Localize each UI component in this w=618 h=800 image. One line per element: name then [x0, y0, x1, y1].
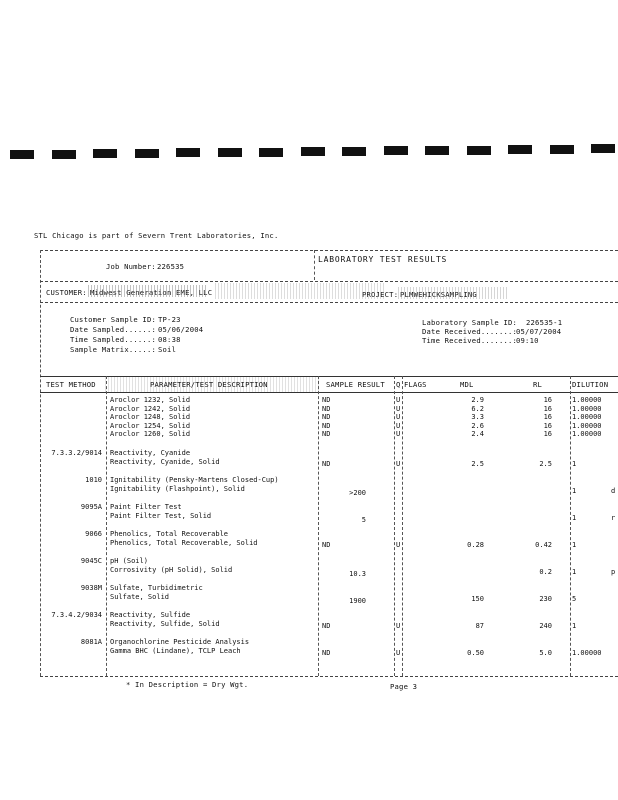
dilution-cell: 1.00000 [572, 430, 602, 439]
header-rl: RL [533, 380, 543, 389]
mdl-cell: 2.5 [471, 459, 484, 468]
customer-sample-id: TP-23 [158, 315, 181, 324]
parameter-cell: Sulfate, Turbidimetric [110, 584, 203, 592]
truncated-cell: d [611, 486, 616, 495]
truncated-cell: p [611, 567, 616, 576]
test-method-cell: 8081A [80, 638, 102, 646]
report-top-rule [40, 250, 618, 251]
header-mdl: MDL [460, 380, 474, 389]
q-cell: U [396, 421, 401, 430]
test-method-cell: 9066 [85, 530, 102, 538]
rl-cell: 230 [539, 594, 552, 603]
dilution-cell: 1 [572, 621, 577, 630]
table-bottom-rule [40, 676, 618, 677]
sample-result-cell: 5 [361, 515, 366, 524]
rl-cell: 16 [543, 404, 552, 413]
mdl-cell: 0.50 [467, 648, 484, 657]
dilution-cell: 5 [572, 594, 577, 603]
redaction-dash [52, 150, 76, 159]
dilution-cell: 1 [572, 486, 577, 495]
redaction-dash [425, 146, 449, 155]
parameter-cell: Aroclor 1248, Solid [110, 413, 191, 422]
q-cell: U [396, 430, 401, 439]
mdl-cell: 6.2 [471, 404, 484, 413]
q-cell: U [396, 404, 401, 413]
dry-weight-note: * In Description = Dry Wgt. [126, 680, 249, 689]
dilution-cell: 1 [572, 513, 577, 522]
sample-result-cell: ND [322, 621, 331, 630]
title-divider [314, 250, 315, 280]
test-method-cell: 1010 [85, 476, 102, 484]
mdl-cell: 150 [471, 594, 484, 603]
time-sampled-label: Time Sampled......: [70, 335, 157, 344]
dilution-cell: 1.00000 [572, 648, 602, 657]
header-parameter: PARAMETER/TEST DESCRIPTION [150, 380, 268, 389]
test-method-cell: 9045C [80, 557, 102, 565]
header-q: Q [396, 380, 401, 389]
parameter-cell: Phenolics, Total Recoverable, Solid [110, 538, 258, 547]
parameter-cell: Reactivity, Sulfide [110, 611, 191, 619]
scan-smudge [88, 285, 208, 297]
mdl-cell: 2.9 [471, 396, 484, 404]
q-cell: U [396, 621, 401, 630]
parameter-cell: Paint Filter Test [110, 503, 182, 511]
redaction-dash [591, 144, 615, 153]
customer-name: Midwest Generation EME, LLC [90, 288, 213, 297]
q-cell: U [396, 540, 401, 549]
header-flags: FLAGS [404, 380, 427, 389]
column-divider [318, 376, 319, 676]
sample-matrix: Soil [158, 345, 177, 354]
q-cell: U [396, 648, 401, 657]
redaction-dash [467, 146, 491, 155]
header-dilution: DILUTION [572, 380, 609, 389]
column-divider [402, 376, 403, 676]
dilution-cell: 1.00000 [572, 413, 602, 422]
q-cell: U [396, 396, 401, 404]
page-number: Page 3 [390, 682, 418, 691]
mdl-cell: 2.4 [471, 430, 484, 439]
date-received-label: Date Received.......: [422, 327, 518, 336]
rl-cell: 2.5 [539, 459, 552, 468]
sample-result-cell: ND [322, 430, 331, 439]
parameter-cell: Reactivity, Cyanide [110, 449, 191, 457]
project-label: PROJECT: [362, 290, 399, 299]
customer-sample-id-label: Customer Sample ID: [70, 315, 157, 324]
parameter-cell: Phenolics, Total Recoverable [110, 530, 229, 538]
parameter-cell: Aroclor 1254, Solid [110, 421, 191, 430]
truncated-cell: r [611, 513, 616, 522]
sample-result-cell: 10.3 [349, 569, 366, 578]
rl-cell: 0.42 [535, 540, 552, 549]
time-received: 09:10 [516, 336, 539, 345]
parameter-cell: Reactivity, Sulfide, Solid [110, 619, 220, 628]
test-method-cell: 7.3.3.2/9014 [51, 449, 102, 457]
redaction-dash [384, 146, 408, 155]
dilution-cell: 1.00000 [572, 404, 602, 413]
rl-cell: 240 [539, 621, 552, 630]
parameter-cell: Paint Filter Test, Solid [110, 511, 212, 520]
rl-cell: 5.0 [539, 648, 552, 657]
sample-result-cell: ND [322, 540, 331, 549]
mdl-cell: 0.28 [467, 540, 484, 549]
sample-result-cell: ND [322, 404, 331, 413]
rl-cell: 16 [543, 421, 552, 430]
job-number-label: Job Number: [106, 262, 156, 271]
redaction-dash [550, 145, 574, 154]
column-divider [570, 376, 571, 676]
lab-affiliation-note: STL Chicago is part of Severn Trent Laboratories, Inc. [34, 231, 279, 240]
redaction-dash [93, 149, 117, 158]
customer-label: CUSTOMER: [46, 288, 87, 297]
redaction-dash [10, 150, 34, 159]
header-test-method: TEST METHOD [46, 380, 96, 389]
rl-cell: 16 [543, 396, 552, 404]
dilution-cell: 1 [572, 459, 577, 468]
lab-sample-id: 226535-1 [526, 318, 563, 327]
redaction-dash [176, 148, 200, 157]
parameter-cell: Sulfate, Solid [110, 592, 170, 601]
date-sampled-label: Date Sampled......: [70, 325, 157, 334]
sample-result-cell: ND [322, 648, 331, 657]
column-divider [394, 376, 395, 676]
dilution-cell: 1.00000 [572, 396, 602, 404]
job-number: 226535 [157, 262, 185, 271]
parameter-cell: Aroclor 1232, Solid [110, 396, 191, 404]
report-title: LABORATORY TEST RESULTS [318, 255, 448, 264]
column-divider [106, 376, 107, 676]
parameter-cell: Aroclor 1242, Solid [110, 404, 191, 413]
time-received-label: Time Received.......: [422, 336, 518, 345]
parameter-cell: Aroclor 1260, Solid [110, 430, 191, 439]
header-sample-result: SAMPLE RESULT [326, 380, 385, 389]
test-method-cell: 9095A [80, 503, 102, 511]
sample-result-cell: ND [322, 459, 331, 468]
parameter-cell: Ignitability (Pensky-Martens Closed-Cup) [110, 476, 279, 484]
redaction-dash [342, 147, 366, 156]
dilution-cell: 1.00000 [572, 421, 602, 430]
redaction-dash [135, 149, 159, 158]
redaction-dash [259, 148, 283, 157]
parameter-cell: Organochlorine Pesticide Analysis [110, 638, 250, 646]
customer-bottom-rule [40, 302, 618, 303]
sample-result-cell: ND [322, 396, 331, 404]
q-cell: U [396, 413, 401, 422]
redaction-dash [508, 145, 532, 154]
time-sampled: 08:38 [158, 335, 181, 344]
date-sampled: 05/06/2004 [158, 325, 204, 334]
project-name: PLMWEHICKSAMPLING [400, 290, 477, 299]
parameter-cell: Reactivity, Cyanide, Solid [110, 457, 220, 466]
sample-result-cell: >200 [349, 488, 366, 497]
rl-cell: 16 [543, 413, 552, 422]
sample-matrix-label: Sample Matrix.....: [70, 345, 157, 354]
mdl-cell: 2.6 [471, 421, 484, 430]
dilution-cell: 1 [572, 540, 577, 549]
redaction-dash [218, 148, 242, 157]
test-method-cell: 7.3.4.2/9034 [51, 611, 102, 619]
table-header-bottom-rule [40, 392, 618, 393]
redaction-dash [301, 147, 325, 156]
rl-cell: 0.2 [539, 567, 552, 576]
lab-sample-id-label: Laboratory Sample ID: [422, 318, 518, 327]
customer-top-rule [40, 281, 618, 282]
parameter-cell: pH (Soil) [110, 557, 148, 565]
parameter-cell: Corrosivity (pH Solid), Solid [110, 565, 233, 574]
redaction-dash-bar [0, 142, 618, 164]
sample-result-cell: ND [322, 421, 331, 430]
mdl-cell: 3.3 [471, 413, 484, 422]
sample-result-cell: ND [322, 413, 331, 422]
sample-result-cell: 1900 [349, 596, 366, 605]
test-method-cell: 9038M [80, 584, 102, 592]
rl-cell: 16 [543, 430, 552, 439]
dilution-cell: 1 [572, 567, 577, 576]
date-received: 05/07/2004 [516, 327, 562, 336]
scan-smudge [398, 287, 508, 299]
parameter-cell: Ignitability (Flashpoint), Solid [110, 484, 245, 493]
parameter-cell: Gamma BHC (Lindane), TCLP Leach [110, 646, 241, 655]
mdl-cell: 87 [475, 621, 484, 630]
scan-smudge [215, 283, 385, 299]
q-cell: U [396, 459, 401, 468]
